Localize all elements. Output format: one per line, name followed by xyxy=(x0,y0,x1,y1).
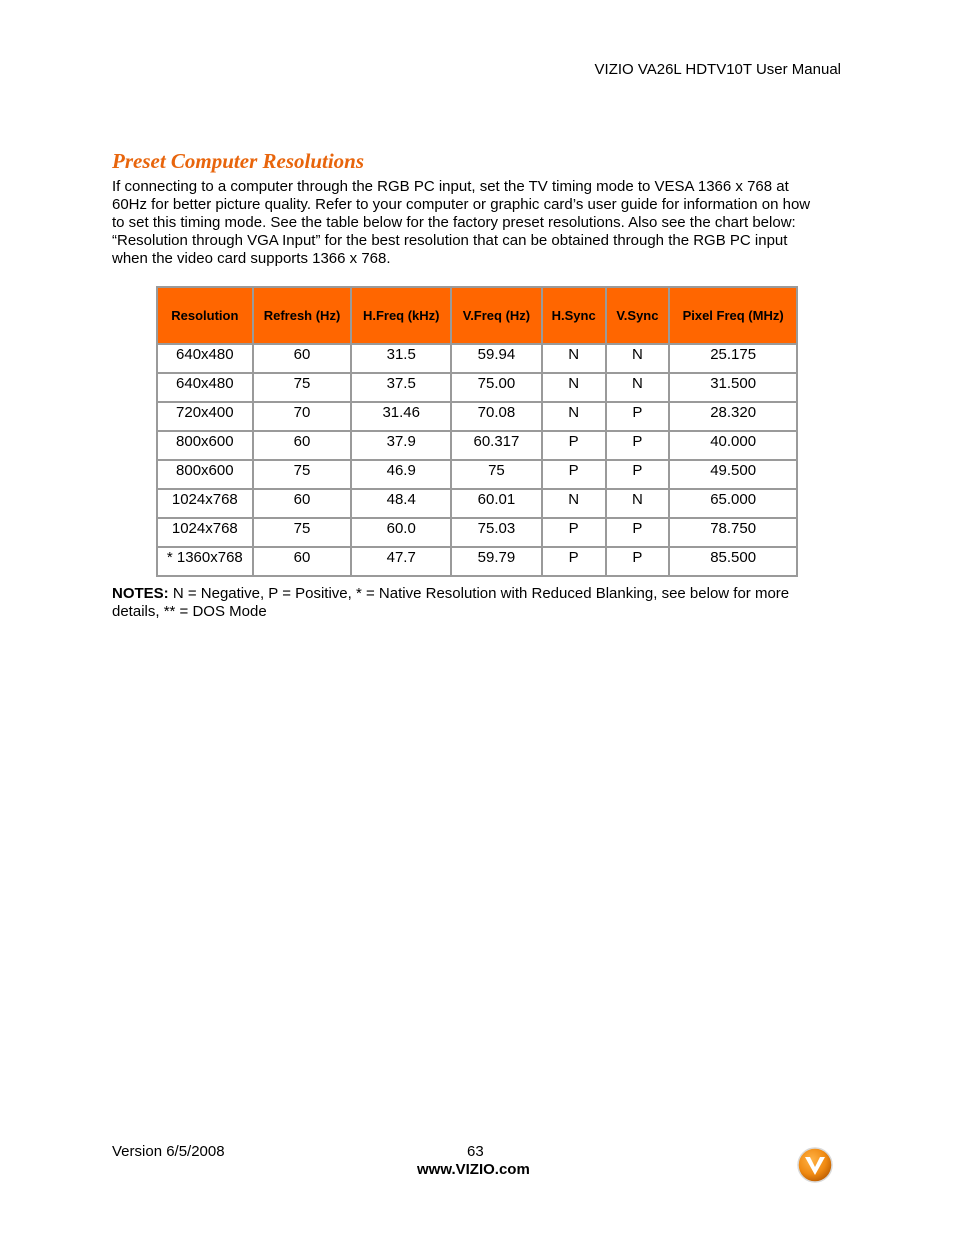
intro-paragraph xyxy=(112,178,847,268)
table-cell: 640x480 xyxy=(157,373,253,402)
footer-version: Version 6/5/2008 xyxy=(112,1143,225,1160)
table-cell: 37.5 xyxy=(351,373,451,402)
table-cell: 59.94 xyxy=(451,344,542,373)
table-cell: 40.000 xyxy=(669,431,797,460)
table-cell: 37.9 xyxy=(351,431,451,460)
table-cell: 75.00 xyxy=(451,373,542,402)
table-cell: P xyxy=(542,460,606,489)
table-cell: 78.750 xyxy=(669,518,797,547)
table-cell: 75 xyxy=(253,373,352,402)
table-cell: 75 xyxy=(451,460,542,489)
table-cell: 60.01 xyxy=(451,489,542,518)
table-cell: N xyxy=(542,489,606,518)
column-header: V.Sync xyxy=(606,287,670,344)
table-cell: P xyxy=(606,518,670,547)
table-cell: 85.500 xyxy=(669,547,797,576)
table-cell: N xyxy=(542,344,606,373)
intro-line: If connecting to a computer through the RGB PC input, set the TV timing mode to VESA 1366 x 768 at xyxy=(112,178,789,195)
intro-line: when the video card supports 1366 x 768. xyxy=(112,250,391,267)
table-cell: P xyxy=(606,460,670,489)
section-heading: Preset Computer Resolutions xyxy=(112,149,365,173)
notes-label: NOTES: xyxy=(112,585,169,602)
table-cell: 25.175 xyxy=(669,344,797,373)
table-cell: 48.4 xyxy=(351,489,451,518)
table-cell: N xyxy=(606,344,670,373)
table-cell: * 1360x768 xyxy=(157,547,253,576)
table-cell: 800x600 xyxy=(157,460,253,489)
table-cell: 47.7 xyxy=(351,547,451,576)
table-cell: N xyxy=(542,373,606,402)
table-cell: 60 xyxy=(253,344,352,373)
table-cell: P xyxy=(542,518,606,547)
table-cell: 75 xyxy=(253,518,352,547)
table-row xyxy=(157,344,797,373)
column-header: H.Sync xyxy=(542,287,606,344)
footer-url: www.VIZIO.com xyxy=(417,1161,530,1178)
table-cell: P xyxy=(606,431,670,460)
table-cell: 60 xyxy=(253,547,352,576)
page-number: 63 xyxy=(467,1143,484,1160)
table-cell: 75.03 xyxy=(451,518,542,547)
table-row xyxy=(157,431,797,460)
preset-resolutions-table xyxy=(156,286,798,577)
table-cell: 800x600 xyxy=(157,431,253,460)
column-header: Refresh (Hz) xyxy=(253,287,352,344)
table-cell: 60.317 xyxy=(451,431,542,460)
table-cell: N xyxy=(542,402,606,431)
table-cell: N xyxy=(606,489,670,518)
table-header-row xyxy=(157,287,797,344)
table-cell: 75 xyxy=(253,460,352,489)
column-header: Pixel Freq (MHz) xyxy=(669,287,797,344)
table-cell: 28.320 xyxy=(669,402,797,431)
notes-text: N = Negative, P = Positive, * = Native Resolution with Reduced Blanking, see below for more xyxy=(168,585,790,602)
notes-text: details, ** = DOS Mode xyxy=(112,603,267,620)
table-cell: 60 xyxy=(253,431,352,460)
intro-line: 60Hz for better picture quality. Refer to your computer or graphic card’s user guide for information on how xyxy=(112,196,811,213)
table-row xyxy=(157,402,797,431)
table-cell: P xyxy=(606,402,670,431)
column-header: H.Freq (kHz) xyxy=(351,287,451,344)
table-cell: 70 xyxy=(253,402,352,431)
table-cell: 49.500 xyxy=(669,460,797,489)
intro-line: to set this timing mode. See the table below for the factory preset resolutions. Also see the chart below: xyxy=(112,214,796,231)
manual-title: VIZIO VA26L HDTV10T User Manual xyxy=(594,61,841,78)
table-cell: 31.46 xyxy=(351,402,451,431)
table-row xyxy=(157,373,797,402)
table-cell: 60 xyxy=(253,489,352,518)
column-header: Resolution xyxy=(157,287,253,344)
table-cell: 60.0 xyxy=(351,518,451,547)
table-row xyxy=(157,518,797,547)
table-cell: 1024x768 xyxy=(157,518,253,547)
table-row xyxy=(157,547,797,576)
table-row xyxy=(157,489,797,518)
vizio-v-logo-icon xyxy=(796,1146,834,1184)
notes xyxy=(112,585,842,621)
table-cell: 640x480 xyxy=(157,344,253,373)
table-cell: 70.08 xyxy=(451,402,542,431)
table-cell: 1024x768 xyxy=(157,489,253,518)
table-cell: 65.000 xyxy=(669,489,797,518)
table-cell: N xyxy=(606,373,670,402)
table-row xyxy=(157,460,797,489)
table-cell: 31.5 xyxy=(351,344,451,373)
table-cell: 720x400 xyxy=(157,402,253,431)
table-cell: P xyxy=(542,547,606,576)
table-cell: P xyxy=(606,547,670,576)
table-cell: P xyxy=(542,431,606,460)
table-cell: 46.9 xyxy=(351,460,451,489)
column-header: V.Freq (Hz) xyxy=(451,287,542,344)
table-cell: 31.500 xyxy=(669,373,797,402)
intro-line: “Resolution through VGA Input” for the best resolution that can be obtained through the RGB PC input xyxy=(112,232,788,249)
table-cell: 59.79 xyxy=(451,547,542,576)
